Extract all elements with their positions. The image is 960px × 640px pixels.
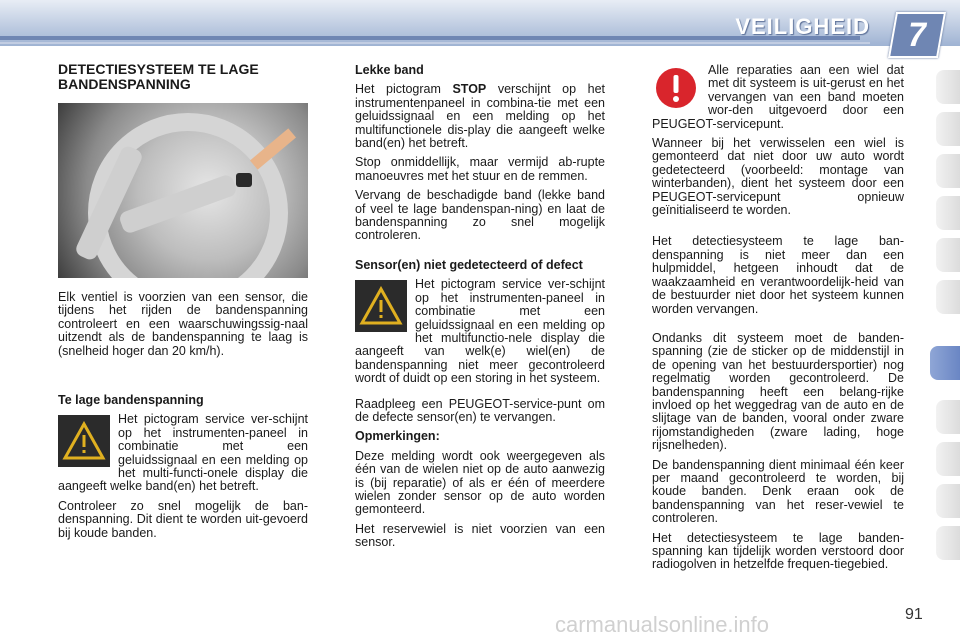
remarks-heading: Opmerkingen:	[355, 429, 440, 444]
chapter-tabs	[930, 70, 960, 570]
flat-tyre-text	[355, 83, 605, 150]
column-left	[58, 291, 308, 546]
remarks-text-2: Het reservewiel is niet voorzien van een sensor.	[355, 521, 605, 550]
chapter-tab[interactable]	[936, 154, 960, 188]
reinit-text: Wanneer bij het verwisselen een wiel is gemonteerd dat niet door uw auto wordt gedetecteerd (voorbeeld: montage van winterbanden), dient het systeem door een PEUGEOT-servicepunt opnieuw geïnitialiseerd te worden.	[652, 136, 904, 218]
chapter-number: 7	[888, 12, 946, 58]
chapter-tab[interactable]	[936, 238, 960, 272]
monthly-check-text: De bandenspanning dient minimaal één keer per maand gecontroleerd te worden, bij koude banden. Denk eraan ook de bandenspanning van het reser-vewiel te controleren.	[652, 457, 904, 526]
flat-tyre-heading: Lekke band	[355, 63, 424, 77]
section-title: DETECTIESYSTEEM TE LAGE BANDENSPANNING	[58, 61, 259, 92]
flat-tyre-text-post: verschijnt op het instrumentenpaneel in combina-tie met een geluidssignaal en een melding op het multifunctionele dis-play die aangeeft welke band(en) het betreft.	[355, 82, 605, 151]
sensor-text: Het pictogram service ver-schijnt op het instrumenten-paneel in combinatie met een geluidssignaal en een melding op het multifunctio-nele display die aangeeft van welk(e) wiel(en) de bandenspanning niet meer gecontroleerd wordt of duidt op een storing in het systeem.	[355, 278, 605, 386]
chapter-tab[interactable]	[936, 280, 960, 314]
chapter-tab[interactable]	[936, 112, 960, 146]
check-pressure-text: Ondanks dit systeem moet de banden-spanning (zie de sticker op de middenstijl in de opening van het bestuurdersportier) nog regelmatig worden gecontroleerd. De bandenspanning heeft een belang-rijke invloed op het weggedrag van de auto en de slijtage van de banden, vooral onder zware rijomstandigheden (zware lading, hoge rijsnelheden).	[652, 330, 904, 453]
low-pressure-heading: Te lage bandenspanning	[58, 393, 204, 408]
sensor-text-2: Raadpleeg een PEUGEOT-service-punt om de defecte sensor(en) te vervangen.	[355, 396, 605, 424]
column-right	[652, 64, 904, 578]
flat-tyre-text-3: Vervang de beschadigde band (lekke band of veel te lage bandenspan-ning) en laat de bandenspanning zo snel mogelijk controleren.	[355, 188, 605, 243]
valve-sensor	[236, 173, 252, 187]
chapter-title: VEILIGHEID	[735, 14, 870, 39]
page-number: 91	[905, 606, 923, 623]
wheel-valve-photo	[58, 103, 308, 278]
warning-text: Alle reparaties aan een wiel dat met dit systeem is uit-gerust en het vervangen van een band moeten wor-den uitgevoerd door een PEUGEOT-servicepunt.	[652, 64, 904, 131]
chapter-tab[interactable]	[936, 70, 960, 104]
flat-tyre-text-2: Stop onmiddellijk, maar vermijd ab-rupte manoeuvres met het stuur en de remmen.	[355, 155, 605, 183]
chapter-tab[interactable]	[936, 196, 960, 230]
stop-warning-icon	[654, 66, 698, 110]
sensor-heading: Sensor(en) niet gedetecteerd of defect	[355, 257, 583, 272]
assist-text: Het detectiesysteem te lage ban-denspanning is niet meer dan een hulpmiddel, hetgeen inhoudt dat de waakzaamheid en verantwoordelijk-heid van de bestuurder niet door het systeem kunnen worden vervangen.	[652, 234, 904, 316]
low-pressure-text-2: Controleer zo snel mogelijk de ban-denspanning. Dit dient te worden uit-gevoerd bij koude banden.	[58, 498, 308, 540]
chapter-tab[interactable]	[936, 526, 960, 560]
column-middle	[355, 64, 605, 556]
chapter-tab[interactable]	[936, 400, 960, 434]
service-warning-icon	[58, 415, 110, 467]
chapter-tab[interactable]	[936, 442, 960, 476]
stop-label: STOP	[452, 82, 487, 97]
chapter-tab-active[interactable]	[930, 346, 960, 380]
photo-caption: Elk ventiel is voorzien van een sensor, die tijdens het rijden de bandenspanning controleert en een waarschuwingssig-naal uitzendt als de bandenspanning te laag is (snelheid hoger dan 20 km/h).	[58, 290, 308, 358]
flat-tyre-text-pre: Het pictogram	[355, 82, 441, 97]
service-warning-icon	[355, 280, 407, 332]
header-stripe-thin	[0, 42, 870, 44]
watermark: carmanualsonline.info	[555, 612, 770, 637]
header-stripe	[0, 36, 860, 40]
radio-interference-text: Het detectiesysteem te lage banden-spanning kan tijdelijk worden verstoord door radiogolven in hetzelfde frequen-tiegebied.	[652, 530, 904, 572]
remarks-text: Deze melding wordt ook weergegeven als één van de wielen niet op de auto aanwezig is (bij reparatie) of als er één of meerdere wielen zonder sensor op de auto worden gemonteerd.	[355, 448, 605, 517]
low-pressure-text: Het pictogram service ver-schijnt op het instrumenten-paneel in combinatie met een geluidssignaal en een melding op het multi-functi-onele display die aangeeft welke band(en) het betreft.	[58, 413, 308, 494]
chapter-tab[interactable]	[936, 484, 960, 518]
